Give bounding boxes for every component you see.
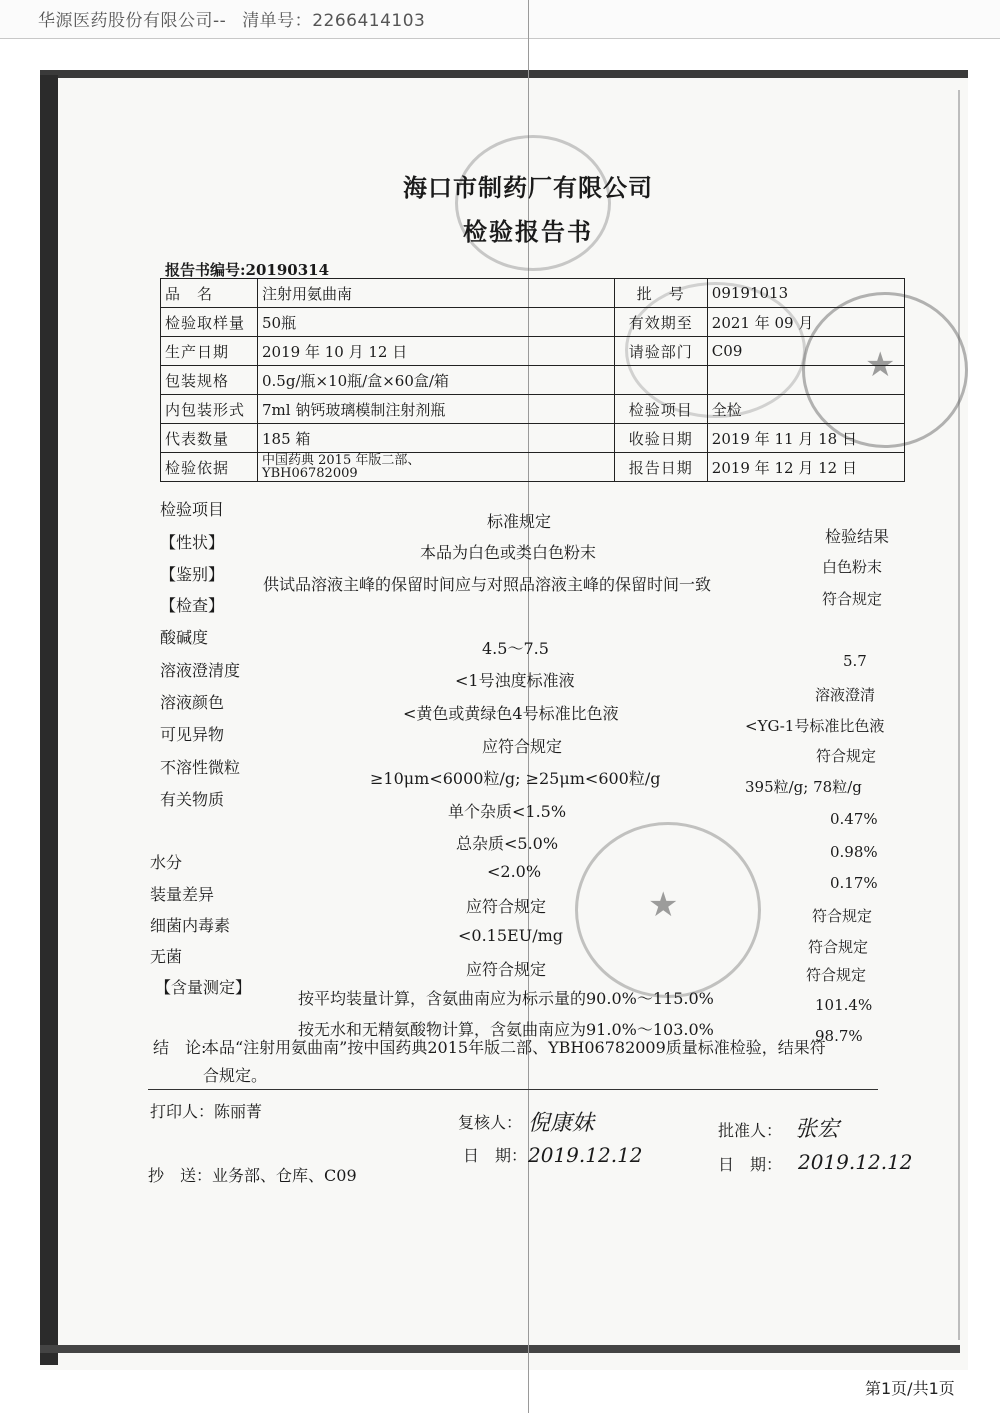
- water-label: 水分: [150, 853, 183, 872]
- insoluble-particle-result: 395粒/g; 78粒/g: [745, 778, 862, 796]
- endotoxin-label: 细菌内毒素: [150, 916, 231, 935]
- quantity-label: 代表数量: [161, 424, 258, 453]
- scan-edge-top: [40, 70, 968, 78]
- visible-particle-label: 可见异物: [160, 725, 225, 744]
- conclusion-text: 本品“注射用氨曲南”按中国药典2015年版二部、YBH06782009质量标准检验，结果符: [203, 1038, 826, 1057]
- cc-recipients: 业务部、仓库、C09: [212, 1166, 357, 1185]
- request-dept-label: 请验部门: [614, 337, 707, 366]
- assay-label: 【含量测定】: [155, 978, 252, 997]
- sterility-result: 符合规定: [806, 966, 867, 984]
- water-standard: <2.0%: [487, 862, 542, 881]
- product-info-table: [160, 278, 905, 482]
- report-number: [165, 259, 329, 280]
- solution-color-result: <YG-1号标准比色液: [745, 717, 885, 735]
- visible-particle-result: 符合规定: [816, 747, 877, 765]
- approve-date-label: 日 期：: [718, 1155, 783, 1174]
- identification-result: 符合规定: [822, 590, 883, 608]
- table-row: [161, 424, 905, 453]
- company-stamp-top: [455, 135, 611, 271]
- clarity-label: 溶液澄清度: [160, 661, 241, 680]
- receive-date: 2019 年 11 月 18 日: [707, 424, 904, 453]
- basis-line-2: YBH06782009: [262, 466, 358, 481]
- single-impurity-result: 0.47%: [830, 810, 878, 828]
- report-date-label: 报告日期: [614, 453, 707, 482]
- solution-color-standard: <黄色或黄绿色4号标准比色液: [403, 704, 619, 723]
- endotoxin-standard: <0.15EU/mg: [458, 926, 563, 945]
- quality-star-icon: ★: [648, 885, 679, 925]
- production-date: 2019 年 10 月 12 日: [258, 337, 615, 366]
- clarity-standard: <1号浊度标准液: [455, 671, 575, 690]
- appearance-standard: 本品为白色或类白色粉末: [420, 543, 597, 562]
- cc: [148, 1163, 357, 1186]
- product-name: 注射用氨曲南: [258, 279, 615, 308]
- ph-standard: 4.5～7.5: [482, 639, 549, 658]
- insoluble-particle-label: 不溶性微粒: [160, 758, 241, 777]
- solution-color-label: 溶液颜色: [160, 693, 225, 712]
- printer-name: 陈丽菁: [214, 1102, 263, 1121]
- production-date-label: 生产日期: [161, 337, 258, 366]
- basis: [258, 453, 615, 482]
- scan-edge-bottom: [40, 1345, 960, 1353]
- col-header-result: 检验结果: [825, 527, 890, 546]
- receive-date-label: 收验日期: [614, 424, 707, 453]
- ph-result: 5.7: [843, 652, 867, 670]
- clarity-result: 溶液澄清: [815, 686, 876, 704]
- conclusion-text-cont: 合规定。: [203, 1066, 268, 1085]
- appearance-label: 【性状】: [160, 533, 225, 552]
- test-item: 全检: [707, 395, 904, 424]
- col-header-standard: 标准规定: [487, 512, 552, 531]
- quality-stamp: [575, 822, 761, 998]
- total-impurity-result: 0.98%: [830, 843, 878, 861]
- review-date: 2019.12.12: [528, 1143, 643, 1167]
- expiry-date: 2021 年 09 月: [707, 308, 904, 337]
- report-no-label: 报告书编号:: [165, 261, 246, 279]
- identification-label: 【鉴别】: [160, 565, 225, 584]
- fill-variation-label: 装量差异: [150, 885, 215, 904]
- table-row: [161, 308, 905, 337]
- product-name-label: 品 名: [161, 279, 258, 308]
- inspection-label: 【检查】: [160, 596, 225, 615]
- basis-label: 检验依据: [161, 453, 258, 482]
- ph-label: 酸碱度: [160, 628, 209, 647]
- sample-label: 检验取样量: [161, 308, 258, 337]
- assay-result-2: 98.7%: [815, 1027, 863, 1045]
- test-item-label: 检验项目: [614, 395, 707, 424]
- approver-label: 批准人：: [718, 1121, 783, 1140]
- approve-date: 2019.12.12: [798, 1150, 913, 1174]
- assay-standard-2: 按无水和无精氨酸物计算，含氨曲南应为91.0%～103.0%: [298, 1020, 714, 1039]
- printer-label: 打印人：: [150, 1102, 215, 1121]
- basis-line-1: 中国药典 2015 年版二部、: [262, 453, 421, 468]
- batch-label: 批 号: [614, 279, 707, 308]
- list-header: [38, 6, 425, 31]
- identification-standard: 供试品溶液主峰的保留时间应与对照品溶液主峰的保留时间一致: [263, 575, 712, 594]
- reviewer-label: 复核人：: [458, 1113, 523, 1132]
- batch-number: 09191013: [707, 279, 904, 308]
- visible-particle-standard: 应符合规定: [482, 737, 563, 756]
- report-date: 2019 年 12 月 12 日: [707, 453, 904, 482]
- expiry-label: 有效期至: [614, 308, 707, 337]
- conclusion-divider: [148, 1089, 878, 1090]
- sample-amount: 50瓶: [258, 308, 615, 337]
- company-name: 海口市制药厂有限公司: [403, 173, 653, 202]
- scan-edge-left: [40, 75, 58, 1365]
- seal-star-icon: ★: [865, 345, 896, 385]
- request-dept: C09: [707, 337, 904, 366]
- sterility-standard: 应符合规定: [466, 960, 547, 979]
- col-header-item: 检验项目: [160, 500, 225, 519]
- report-no-value: 20190314: [245, 261, 330, 279]
- approver-signature: 张宏: [795, 1117, 840, 1142]
- table-row: [161, 279, 905, 308]
- package-spec-label: 包装规格: [161, 366, 258, 395]
- package-spec: 0.5g/瓶×10瓶/盒×60盒/箱: [258, 366, 615, 395]
- related-substance-label: 有关物质: [160, 790, 225, 809]
- review-date-label: 日 期：: [463, 1146, 528, 1165]
- total-impurity-standard: 总杂质<5.0%: [456, 834, 559, 853]
- fill-variation-standard: 应符合规定: [466, 897, 547, 916]
- endotoxin-result: 符合规定: [808, 938, 869, 956]
- table-row: [161, 366, 905, 395]
- assay-result-1: 101.4%: [815, 996, 873, 1014]
- insoluble-particle-standard: ≥10μm<6000粒/g; ≥25μm<600粒/g: [370, 769, 661, 788]
- printer: [150, 1099, 262, 1122]
- table-row: [161, 337, 905, 366]
- report-title: 检验报告书: [463, 217, 593, 246]
- list-no: 2266414103: [312, 11, 426, 31]
- sterility-label: 无菌: [150, 947, 183, 966]
- reviewer-signature: 倪康妹: [528, 1111, 595, 1136]
- scan-edge-right: [958, 90, 960, 1340]
- table-row: [161, 453, 905, 482]
- cc-label: 抄 送：: [148, 1166, 213, 1185]
- inner-pack: 7ml 钠钙玻璃模制注射剂瓶: [258, 395, 615, 424]
- single-impurity-standard: 单个杂质<1.5%: [448, 802, 567, 821]
- list-no-label: 清单号：: [242, 11, 313, 31]
- appearance-result: 白色粉末: [822, 558, 883, 576]
- water-result: 0.17%: [830, 874, 878, 892]
- distributor-name: 华源医药股份有限公司--: [38, 11, 227, 31]
- assay-standard-1: 按平均装量计算，含氨曲南应为标示量的90.0%～115.0%: [298, 989, 714, 1008]
- page-indicator: 第1页/共1页: [865, 1379, 955, 1398]
- conclusion-label: 结 论:: [153, 1038, 207, 1057]
- fill-variation-result: 符合规定: [812, 907, 873, 925]
- inner-pack-label: 内包装形式: [161, 395, 258, 424]
- table-row: [161, 395, 905, 424]
- quantity: 185 箱: [258, 424, 615, 453]
